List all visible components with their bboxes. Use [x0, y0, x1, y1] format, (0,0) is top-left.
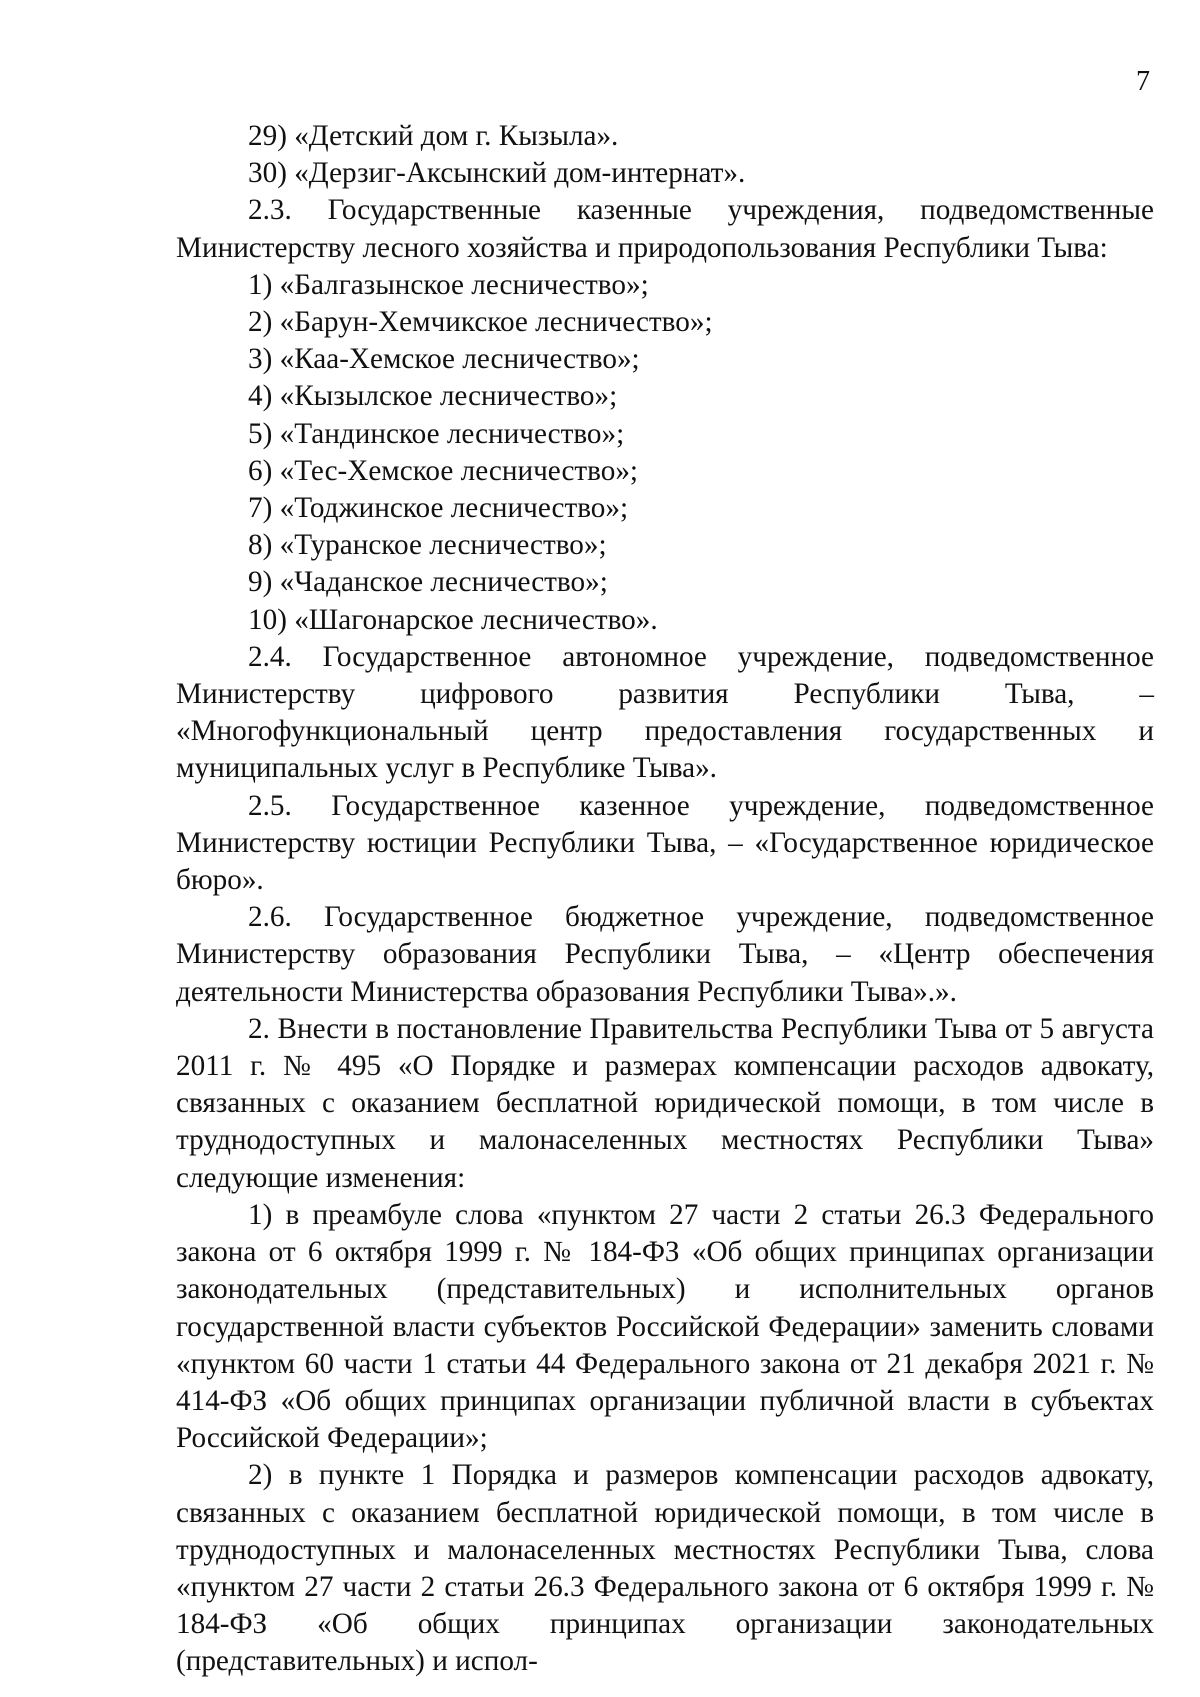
list-item-29: 29) «Детский дом г. Кызыла».: [248, 120, 619, 152]
list-item-30: 30) «Дерзиг-Аксынский дом-интернат».: [248, 157, 746, 190]
list-item-10: 10) «Шагонарское лесничество».: [248, 603, 658, 636]
list-item-4: 4) «Кызылское лесничество»;: [248, 380, 618, 413]
list-item-9: 9) «Чаданское лесничество»;: [248, 566, 608, 599]
list-item-8: 8) «Туранское лесничество»;: [248, 529, 607, 562]
paragraph-subitem-1: 1) в преамбуле слова «пунктом 27 части 2 статьи 26.3 Федерального закона от 6 октября 1999 г. № 184-ФЗ «Об общих принципах организации законодательных (представительных) и исполнительных органов государственной власти субъектов Российской Федерации» заменить словами «пунктом 60 части 1 статьи 44 Федерального закона от 21 декабря 2021 г. № 414-ФЗ «Об общих принципах организации публичной власти в субъектах Российской Федерации»;: [176, 1198, 1154, 1455]
paragraph-2-5: 2.5. Государственное казенное учреждение, подведомственное Министерству юстиции Республики Тыва, – «Государственное юридическое бюро».: [176, 789, 1154, 897]
list-item-7: 7) «Тоджинское лесничество»;: [248, 492, 629, 525]
list-item-2: 2) «Барун-Хемчикское лесничество»;: [248, 306, 713, 339]
list-item-6: 6) «Тес-Хемское лесничество»;: [248, 454, 639, 487]
page-number: 7: [1136, 66, 1150, 97]
document-body: [176, 118, 1154, 1681]
paragraph-subitem-2: 2) в пункте 1 Порядка и размеров компенсации расходов адвокату, связанных с оказанием бесплатной юридической помощи, в том числе в труднодоступных и малонаселенных местностях Республики Тыва, слова «пунктом 27 части 2 статьи 26.3 Федерального закона от 6 октября 1999 г. № 184-ФЗ «Об общих принципах организации законодательных (представительных) и испол-: [176, 1459, 1154, 1678]
list-item-3: 3) «Каа-Хемское лесничество»;: [248, 343, 640, 376]
paragraph-2-3: 2.3. Государственные казенные учреждения, подведомственные Министерству лесного хозяйства и природопользования Республики Тыва:: [176, 194, 1154, 264]
paragraph-2-4: 2.4. Государственное автономное учреждение, подведомственное Министерству цифрового развития Республики Тыва, – «Многофункциональный центр предоставления государственных и муниципальных услуг в Республике Тыва».: [176, 640, 1154, 785]
paragraph-2-6: 2.6. Государственное бюджетное учреждение, подведомственное Министерству образования Республики Тыва, – «Центр обеспечения деятельности Министерства образования Республики Тыва».».: [176, 901, 1154, 1008]
paragraph-item-2: 2. Внести в постановление Правительства Республики Тыва от 5 августа 2011 г. № 495 «О Порядке и размерах компенсации расходов адвокату, связанных с оказанием бесплатной юридической помощи, в том числе в труднодоступных и малонаселенных местностях Республики Тыва» следующие изменения:: [176, 1012, 1154, 1194]
list-item-1: 1) «Балгазынское лесничество»;: [248, 268, 649, 301]
list-item-5: 5) «Тандинское лесничество»;: [248, 417, 625, 450]
